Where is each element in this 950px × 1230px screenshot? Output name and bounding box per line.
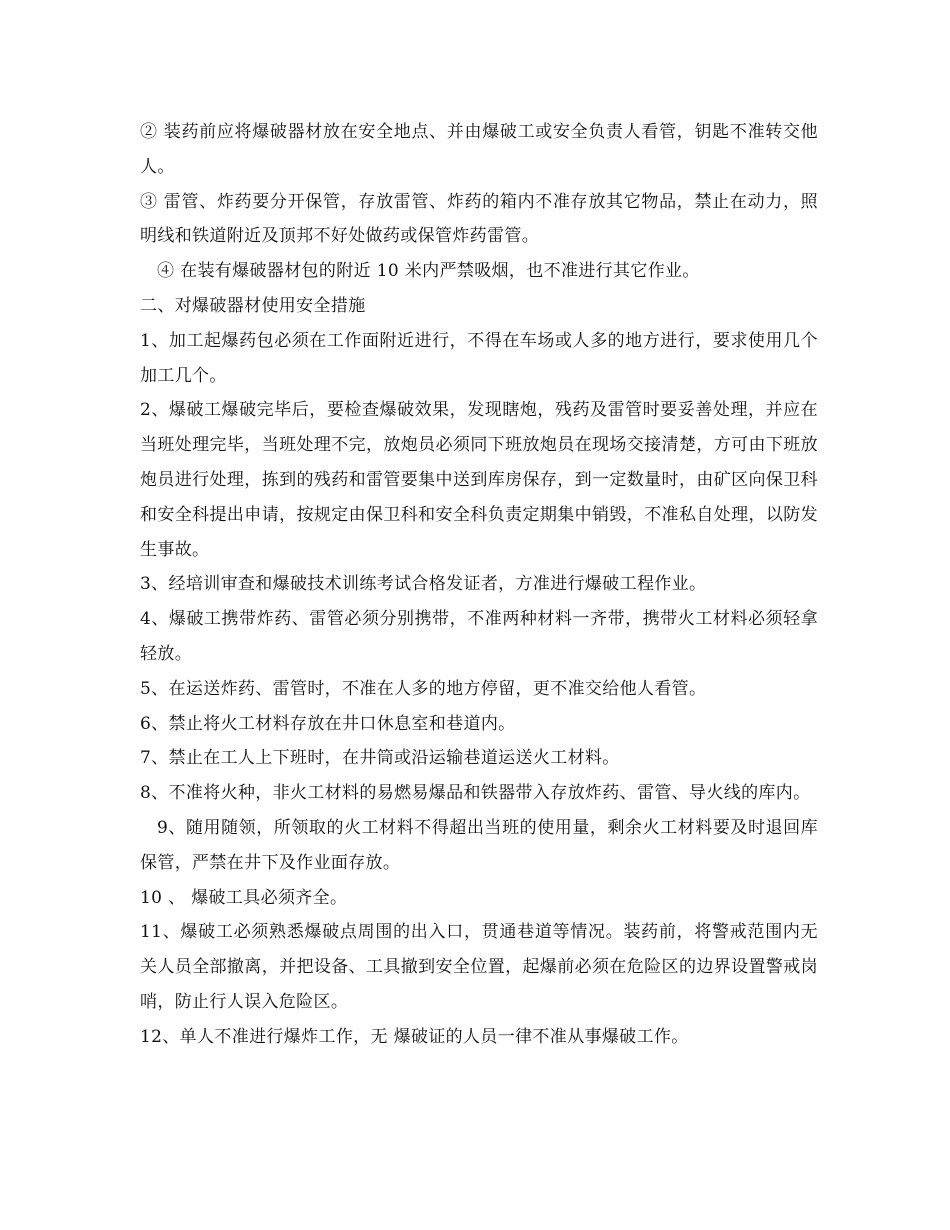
paragraph-rule-12: 12、单人不准进行爆炸工作，无 爆破证的人员一律不准从事爆破工作。 [140,1026,689,1047]
paragraph-rule-1: 1、加工起爆药包必须在工作面附近进行，不得在车场或人多的地方进行，要求使用几个加工几个。 [140,330,818,386]
document-body [140,115,818,1055]
paragraph-rule-10: 10 、 爆破工具必须齐全。 [140,887,348,908]
paragraph-rule-5: 5、在运送炸药、雷管时，不准在人多的地方停留，更不准交给他人看管。 [140,678,707,699]
paragraph-rule-11: 11、爆破工必须熟悉爆破点周围的出入口，贯通巷道等情况。装药前，将警戒范围内无关人员全部撤离，并把设备、工具撤到安全位置，起爆前必须在危险区的边界设置警戒岗哨，防止行人误入危险区。 [140,922,818,1012]
paragraph-item-3-separate-storage: ③ 雷管、炸药要分开保管，存放雷管、炸药的箱内不准存放其它物品，禁止在动力，照明线和铁道附近及顶邦不好处做药或保管炸药雷管。 [140,191,818,247]
section-heading: 二、对爆破器材使用安全措施 [140,295,366,316]
paragraph-rule-8: 8、不准将火种，非火工材料的易燃易爆品和铁器带入存放炸药、雷管、导火线的库内。 [140,783,811,804]
paragraph-item-2-storage: ② 装药前应将爆破器材放在安全地点、并由爆破工或安全负责人看管，钥匙不准转交他人。 [140,122,818,177]
paragraph-item-4-no-smoking: ④ 在装有爆破器材包的附近 10 米内严禁吸烟，也不准进行其它作业。 [157,261,700,282]
paragraph-rule-6: 6、禁止将火工材料存放在井口休息室和巷道内。 [140,713,516,734]
paragraph-rule-3: 3、经培训审查和爆破技术训练考试合格发证者，方准进行爆破工程作业。 [140,574,707,595]
paragraph-rule-2: 2、爆破工爆破完毕后，要检查爆破效果，发现瞎炮，残药及雷管时要妥善处理，并应在当班处理完毕，当班处理不完，放炮员必须同下班放炮员在现场交接清楚，方可由下班放炮员进行处理，拣到的残药和雷管要集中送到库房保存，到一定数量时，由矿区向保卫科和安全科提出申请，按规定由保卫科和安全科负责定期集中销毁，不准私自处理，以防发生事故。 [140,400,818,560]
paragraph-rule-9: 9、随用随领，所领取的火工材料不得超出当班的使用量，剩余火工材料要及时退回库保管，严禁在井下及作业面存放。 [140,817,818,873]
paragraph-rule-4: 4、爆破工携带炸药、雷管必须分别携带，不准两种材料一齐带，携带火工材料必须轻拿轻放。 [140,609,818,664]
paragraph-rule-7: 7、禁止在工人上下班时，在井筒或沿运输巷道运送火工材料。 [140,748,620,769]
